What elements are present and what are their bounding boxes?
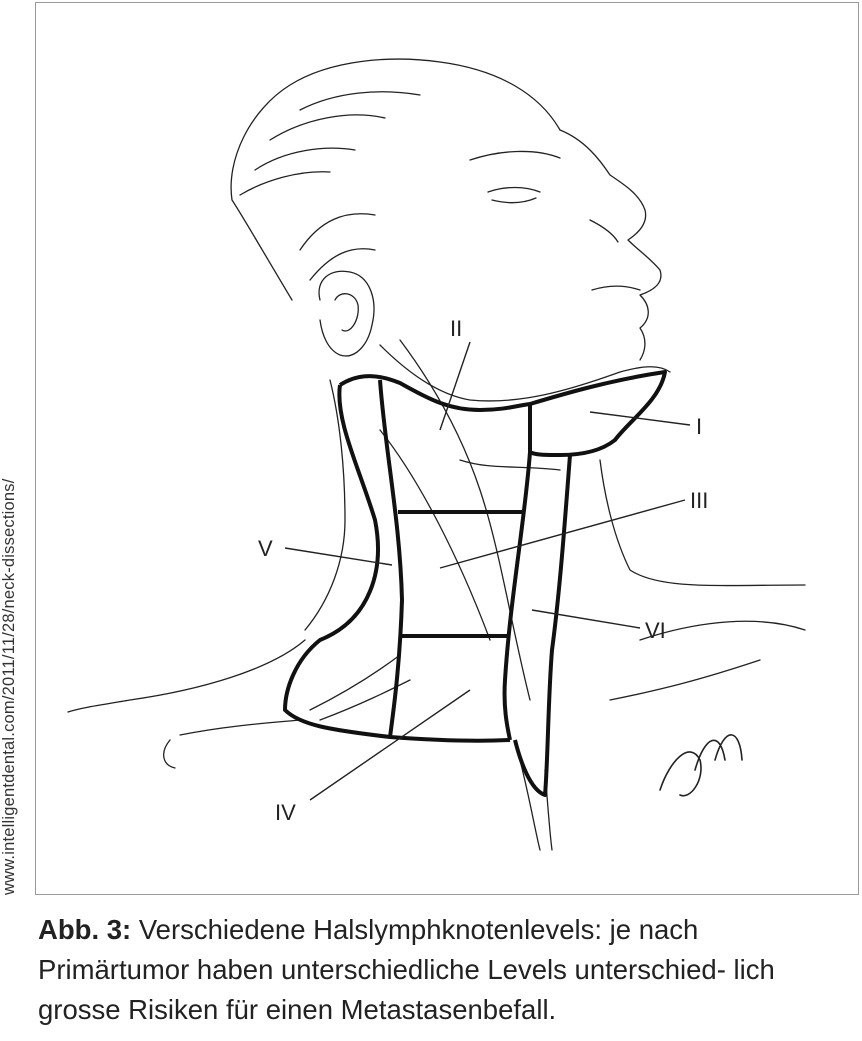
clavicle-right xyxy=(610,660,760,700)
clavicle-left xyxy=(180,720,300,735)
neck-back xyxy=(305,380,345,630)
source-url: www.intelligentdental.com/2011/11/28/neck-dissections/ xyxy=(0,478,18,895)
leader-VI xyxy=(532,610,640,628)
shoulder-left xyxy=(68,640,305,712)
leader-IV xyxy=(310,690,470,800)
figure-caption xyxy=(38,910,853,1030)
hyoid xyxy=(460,460,560,470)
boundary-central xyxy=(505,452,530,740)
head-outline xyxy=(68,59,805,850)
artist-signature xyxy=(660,735,742,796)
hair-strands-lower xyxy=(300,214,375,280)
eye xyxy=(488,188,540,193)
muscle-line-2 xyxy=(310,655,400,710)
trachea-left xyxy=(520,760,540,850)
ear-inner xyxy=(335,294,358,331)
label-level-III: III xyxy=(690,488,709,513)
hair-strands xyxy=(240,92,420,195)
neck-front xyxy=(600,460,805,586)
face-profile xyxy=(560,130,661,360)
eyebrow xyxy=(470,151,560,160)
label-level-IV: IV xyxy=(275,800,296,825)
nostril xyxy=(590,220,618,242)
label-level-II: II xyxy=(450,316,463,341)
lips xyxy=(592,286,640,290)
eye-lower xyxy=(492,198,536,203)
caption-label: Abb. 3: xyxy=(38,914,132,945)
label-level-VI: VI xyxy=(645,618,666,643)
leader-II xyxy=(440,342,470,430)
level-boundaries xyxy=(285,372,665,795)
label-level-V: V xyxy=(258,536,273,561)
label-level-I: I xyxy=(696,414,703,439)
ear xyxy=(319,271,374,356)
hair-outline xyxy=(231,59,560,300)
clavicle-end xyxy=(164,740,175,768)
caption-text: Verschiedene Halslymphknotenlevels: je nach Primärtumor haben unterschiedliche Levels unterschied- lich grosse Risiken für einen Metastasenbefall. xyxy=(38,914,775,1025)
